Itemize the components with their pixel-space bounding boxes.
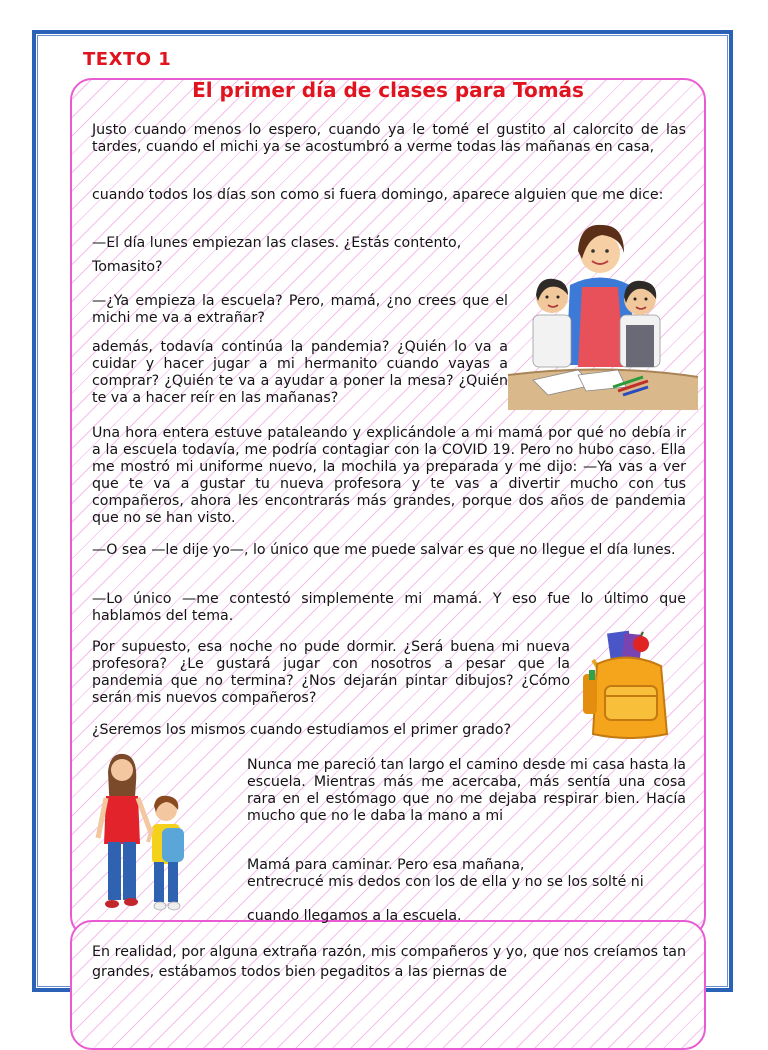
paragraph-3: —El día lunes empiezan las clases. ¿Estás contento,: [92, 235, 462, 251]
story-title: El primer día de clases para Tomás: [192, 78, 584, 102]
paragraph-16: En realidad, por alguna extraña razón, mis compañeros y yo, que nos creíamos tan grandes, estábamos todos bien pegaditos a las piernas de: [92, 944, 686, 980]
paragraph-13: Mamá para caminar. Pero esa mañana,: [247, 857, 525, 873]
paragraph-1: Justo cuando menos lo espero, cuando ya le tomé el gustito al calorcito de las tardes, cuando el michi ya se acostumbró a verme todas las mañanas en casa,: [92, 122, 686, 155]
story-panel-continued: [70, 920, 706, 1050]
backpack-illustration: [583, 630, 673, 740]
teacher-with-children-illustration: [508, 215, 700, 410]
paragraph-2: cuando todos los días son como si fuera domingo, aparece alguien que me dice:: [92, 187, 664, 203]
text-label: TEXTO 1: [83, 49, 172, 70]
paragraph-14: entrecrucé mis dedos con los de ella y no se los solté ni: [247, 874, 644, 890]
paragraph-6: además, todavía continúa la pandemia? ¿Quién lo va a cuidar y hacer jugar a mi hermanito cuando vayas a comprar? ¿Quién te va a ayudar a poner la mesa? ¿Quién te va a hacer reír en las mañanas?: [92, 339, 508, 406]
paragraph-8: —O sea —le dije yo—, lo único que me puede salvar es que no llegue el día lunes.: [92, 542, 676, 558]
paragraph-11: ¿Seremos los mismos cuando estudiamos el primer grado?: [92, 722, 511, 738]
paragraph-12: Nunca me pareció tan largo el camino desde mi casa hasta la escuela. Mientras más me acercaba, más sentía una cosa rara en el estómago que no me dejaba respirar bien. Hacía mucho que no le daba la mano a mi: [247, 757, 686, 824]
paragraph-9: —Lo único —me contestó simplemente mi mamá. Y eso fue lo último que hablamos del tema.: [92, 591, 686, 624]
paragraph-5: —¿Ya empieza la escuela? Pero, mamá, ¿no crees que el michi me va a extrañar?: [92, 293, 508, 326]
mother-and-child-walking-illustration: [90, 752, 195, 917]
paragraph-10: Por supuesto, esa noche no pude dormir. ¿Será buena mi nueva profesora? ¿Le gustará jugar con nosotros a pesar que la pandemia que no termina? ¿Nos dejarán pintar dibujos? ¿Cómo serán mis nuevos compañeros?: [92, 639, 570, 706]
paragraph-7: Una hora entera estuve pataleando y explicándole a mi mamá por qué no debía ir a la escuela todavía, me podría contagiar con la COVID 19. Pero no hubo caso. Ella me mostró mi uniforme nuevo, la mochila ya preparada y me dijo: —Ya vas a ver que te va a gustar tu nueva profesora y te vas a divertir mucho con tus compañeros, ahora les encontrarás más grandes, porque dos años de pandemia que no se han visto.: [92, 425, 686, 526]
paragraph-4: Tomasito?: [92, 259, 163, 275]
paragraph-15: cuando llegamos a la escuela.: [247, 908, 462, 924]
